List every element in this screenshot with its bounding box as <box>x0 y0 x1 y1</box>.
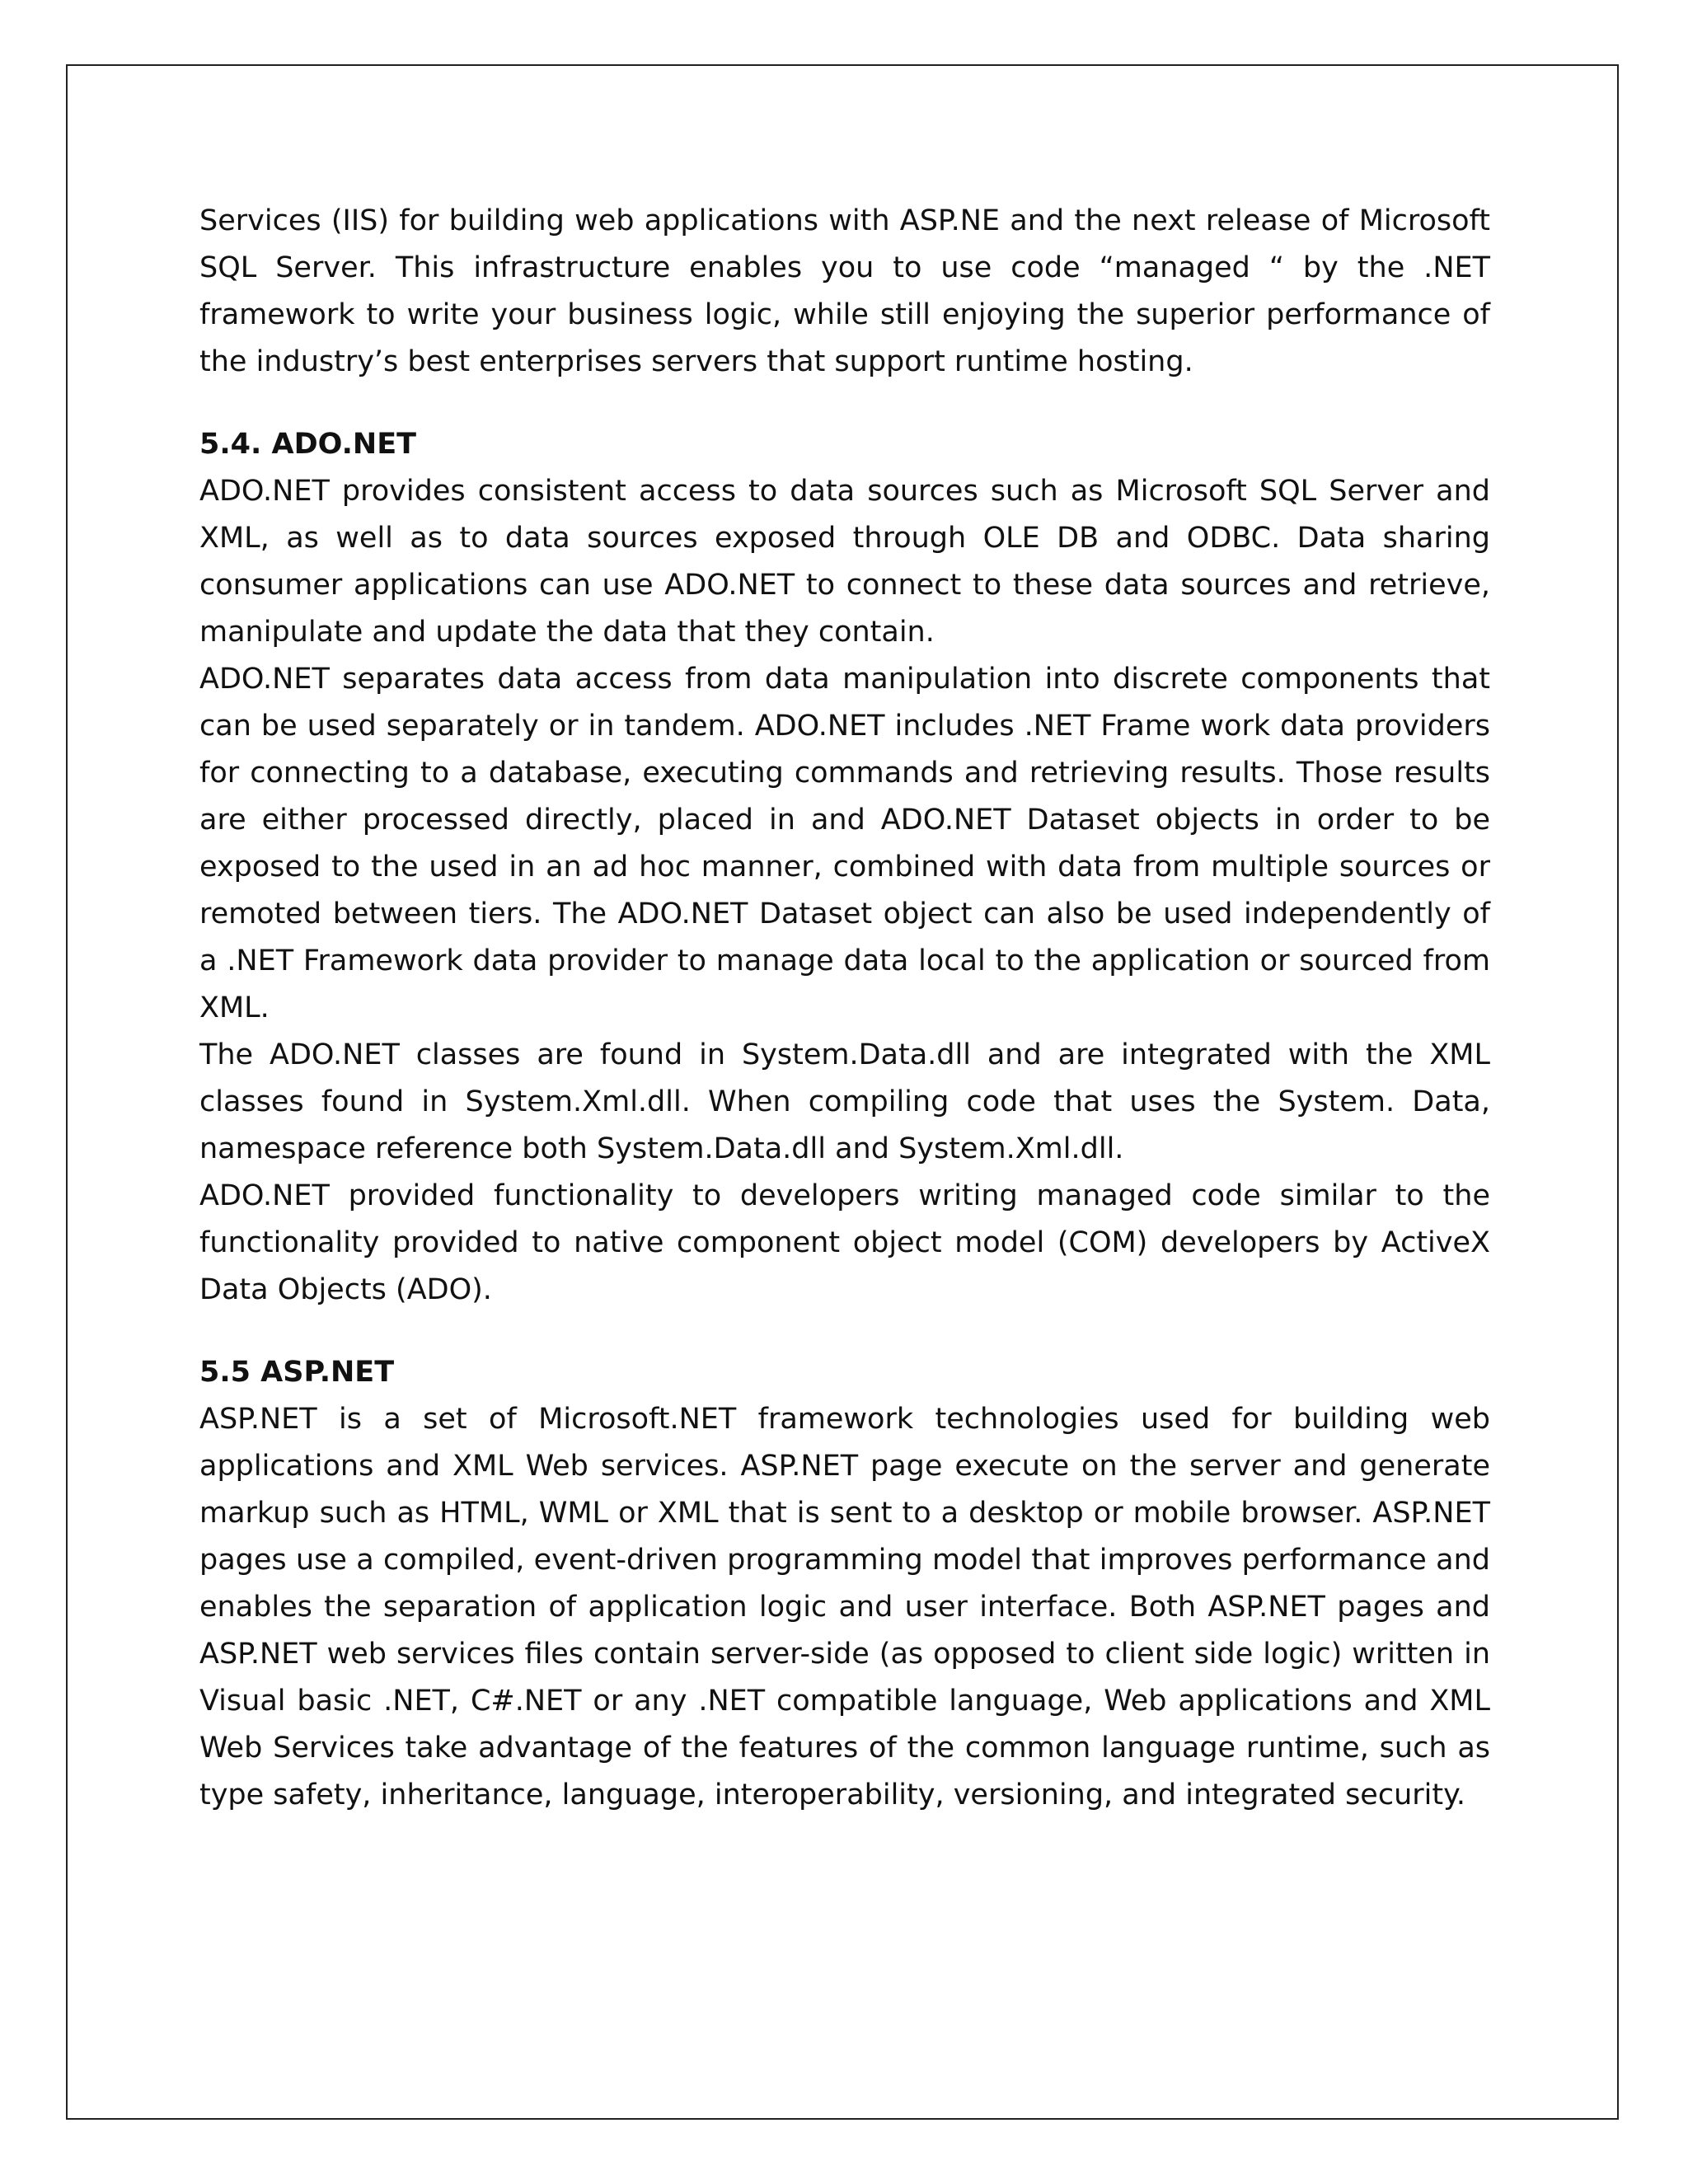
intro-paragraph: Services (IIS) for building web applications with ASP.NE and the next release of Microsoft SQL Server. This infrastructure enables you to use code “managed “ by the .NET framework to write your business logic, while still enjoying the superior performance of the industry’s best enterprises servers that support runtime hosting. <box>199 204 1490 378</box>
asp-paragraph-1: ASP.NET is a set of Microsoft.NET framework technologies used for building web applications and XML Web services. ASP.NET page execute on the server and generate markup such as HTML, WML or XML that is sent to a desktop or mobile browser. ASP.NET pages use a compiled, event-driven programming model that improves performance and enables the separation of application logic and user interface. Both ASP.NET pages and ASP.NET web services files contain server-side (as opposed to client side logic) written in Visual basic .NET, C#.NET or any .NET compatible language, Web applications and XML Web Services take advantage of the features of the common language runtime, such as type safety, inheritance, language, interoperability, versioning, and integrated security. <box>199 1403 1490 1811</box>
ado-paragraph-4: ADO.NET provided functionality to developers writing managed code similar to the functionality provided to native component object model (COM) developers by ActiveX Data Objects (ADO). <box>199 1179 1490 1306</box>
ado-paragraph-1: ADO.NET provides consistent access to data sources such as Microsoft SQL Server and XML, as well as to data sources exposed through OLE DB and ODBC. Data sharing consumer applications can use ADO.NET to connect to these data sources and retrieve, manipulate and update the data that they contain. <box>199 475 1490 649</box>
document-body <box>199 198 1490 1819</box>
ado-net-heading: 5.4. ADO.NET <box>199 428 416 461</box>
section-spacer <box>199 1314 1490 1349</box>
ado-paragraph-3: The ADO.NET classes are found in System.Data.dll and are integrated with the XML classes found in System.Xml.dll. When compiling code that uses the System. Data, namespace reference both System.Data.dll and System.Xml.dll. <box>199 1038 1490 1165</box>
ado-paragraph-2: ADO.NET separates data access from data manipulation into discrete components that can be used separately or in tandem. ADO.NET includes .NET Frame work data providers for connecting to a database, executing commands and retrieving results. Those results are either processed directly, placed in and ADO.NET Dataset objects in order to be exposed to the used in an ad hoc manner, combined with data from multiple sources or remoted between tiers. The ADO.NET Dataset object can also be used independently of a .NET Framework data provider to manage data local to the application or sourced from XML. <box>199 663 1490 1024</box>
asp-net-heading: 5.5 ASP.NET <box>199 1356 395 1389</box>
section-spacer <box>199 386 1490 421</box>
